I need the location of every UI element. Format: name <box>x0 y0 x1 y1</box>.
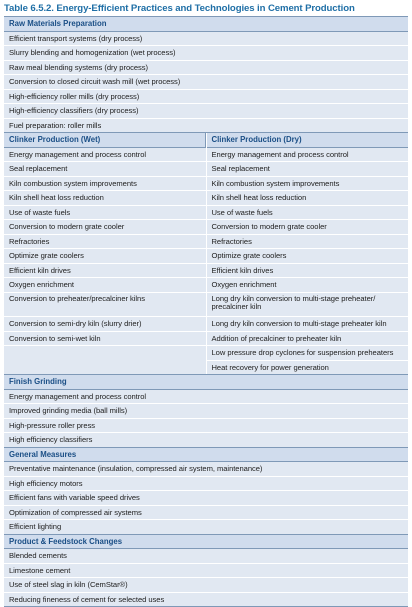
table-row: Blended cements <box>4 549 408 564</box>
section-heading: General Measures <box>4 448 408 463</box>
table-row: Conversion to closed circuit wash mill (wet process) <box>4 75 408 90</box>
table-row: Improved grinding media (ball mills) <box>4 404 408 419</box>
table-row: High efficiency motors <box>4 477 408 492</box>
table-row: Preventative maintenance (insulation, compressed air system, maintenance) <box>4 462 408 477</box>
table-row: Long dry kiln conversion to multi-stage preheater kiln <box>207 317 409 332</box>
table-row: Long dry kiln conversion to multi-stage preheater/ precalciner kiln <box>207 293 409 318</box>
table-row: Refractories <box>207 235 409 250</box>
table-row: Efficient fans with variable speed drives <box>4 491 408 506</box>
table-row: Use of waste fuels <box>4 206 206 221</box>
table-row: High-efficiency classifiers (dry process) <box>4 104 408 119</box>
table-row: Use of steel slag in kiln (CemStar®) <box>4 578 408 593</box>
table-row: Energy management and process control <box>207 148 409 163</box>
section-heading: Finish Grinding <box>4 375 408 390</box>
document <box>4 2 408 607</box>
table-row: Kiln combustion system improvements <box>4 177 206 192</box>
table-row: Kiln shell heat loss reduction <box>207 191 409 206</box>
table-row: Low pressure drop cyclones for suspension preheaters <box>207 346 409 361</box>
table-row: Conversion to semi-wet kiln <box>4 332 206 347</box>
table-row: Raw meal blending systems (dry process) <box>4 61 408 76</box>
clinker-wet-column <box>4 133 207 374</box>
table-row: Optimization of compressed air systems <box>4 506 408 521</box>
table-row: Reducing fineness of cement for selected uses <box>9 594 165 604</box>
table-row: Kiln shell heat loss reduction <box>4 191 206 206</box>
section-product-feedstock <box>4 534 408 607</box>
table-row: Slurry blending and homogenization (wet process) <box>4 46 408 61</box>
table-row: Optimize grate coolers <box>207 249 409 264</box>
table-row: Limestone cement <box>4 564 408 579</box>
section-raw-materials <box>4 17 408 132</box>
table-row: Fuel preparation: roller mills <box>9 120 102 130</box>
section-heading: Clinker Production (Dry) <box>207 133 409 148</box>
section-clinker-production <box>4 132 408 374</box>
table-row: Energy management and process control <box>4 148 206 163</box>
table-row: Energy management and process control <box>4 390 408 405</box>
table-row: Use of waste fuels <box>207 206 409 221</box>
table-row: Conversion to modern grate cooler <box>207 220 409 235</box>
section-heading: Clinker Production (Wet) <box>4 133 206 148</box>
section-finish-grinding <box>4 374 408 447</box>
practices-table <box>4 16 408 607</box>
table-row: Seal replacement <box>207 162 409 177</box>
table-row: Efficient lighting <box>9 522 62 531</box>
table-row: Seal replacement <box>4 162 206 177</box>
table-row: High efficiency classifiers <box>9 435 93 444</box>
section-heading: Raw Materials Preparation <box>4 17 408 32</box>
table-title: Table 6.5.2. Energy-Efficient Practices and Technologies in Cement Production <box>4 3 355 14</box>
table-row: Oxygen enrichment <box>207 278 409 293</box>
table-row: Efficient kiln drives <box>4 264 206 279</box>
table-row: Oxygen enrichment <box>4 278 206 293</box>
table-row: Kiln combustion system improvements <box>207 177 409 192</box>
clinker-dry-column <box>207 133 409 374</box>
table-row: Refractories <box>4 235 206 250</box>
section-general-measures <box>4 447 408 534</box>
table-row: High-pressure roller press <box>4 419 408 434</box>
table-row: Efficient transport systems (dry process) <box>4 32 408 47</box>
table-row: Efficient kiln drives <box>207 264 409 279</box>
section-heading: Product & Feedstock Changes <box>4 535 408 550</box>
table-row: Heat recovery for power generation <box>211 362 329 372</box>
table-row: High-efficiency roller mills (dry process) <box>4 90 408 105</box>
table-row: Conversion to preheater/precalciner kilns <box>4 293 206 318</box>
table-row: Optimize grate coolers <box>4 249 206 264</box>
table-row: Addition of precalciner to preheater kiln <box>207 332 409 347</box>
table-row: Conversion to semi-dry kiln (slurry drier) <box>4 317 206 332</box>
table-row: Conversion to modern grate cooler <box>4 220 206 235</box>
